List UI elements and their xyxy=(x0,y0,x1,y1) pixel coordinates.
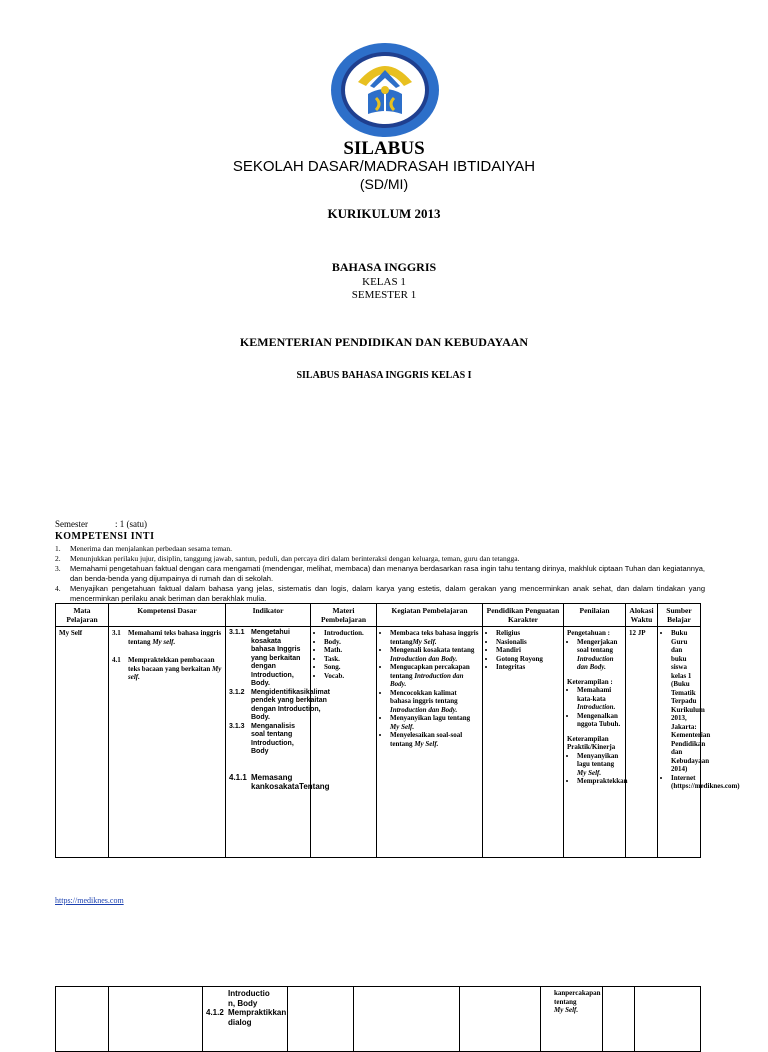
penilaian-item xyxy=(577,638,622,672)
kd-italic: My self. xyxy=(128,664,222,681)
ki-heading: KOMPETENSI INTI xyxy=(55,531,155,542)
materi-item: • Math. xyxy=(324,646,373,655)
header-indikator: Indikator xyxy=(226,604,311,627)
ki-num: 4. xyxy=(55,584,61,593)
cell-kd xyxy=(109,627,226,858)
semester-line-label: Semester xyxy=(55,519,88,529)
cell-empty xyxy=(56,987,109,1052)
karakter-item: • Religius xyxy=(496,629,560,638)
penilaian-text: Memahami kata-kata xyxy=(577,686,612,703)
ind-num: 3.1.2 xyxy=(229,688,245,696)
penilaian-text: Mengerjakan soal tentang xyxy=(577,637,618,654)
kd-text: Mempraktekkan pembacaan teks bacaan yang berkaitan xyxy=(128,656,215,673)
header-karakter: Pendidikan Penguatan Karakter xyxy=(483,604,564,627)
indikator-item xyxy=(229,772,330,792)
kegiatan-item xyxy=(390,731,479,748)
ki-list xyxy=(55,544,705,604)
indikator-item xyxy=(229,723,307,757)
kegiatan-text: Membaca teks bahasa inggris tentang xyxy=(390,629,479,646)
ki-num: 1. xyxy=(55,544,61,553)
subject-label: BAHASA INGGRIS xyxy=(331,260,437,274)
kegiatan-text: Mencocokkan kalimat bahasa inggris tentang xyxy=(390,688,458,705)
penilaian-line: My Self. xyxy=(554,1006,579,1014)
header-sumber: Sumber Belajar xyxy=(658,604,701,627)
penilaian-label: Keterampilan : xyxy=(567,677,613,686)
ki-text: Menunjukkan perilaku jujur, disiplin, tanggung jawab, santun, peduli, dan percaya diri dalam berinteraksi dengan keluarga, teman, guru dan tetangga. xyxy=(70,554,520,563)
kegiatan-item xyxy=(390,629,479,646)
indikator-item xyxy=(229,688,330,723)
tut-wuri-handayani-logo xyxy=(330,42,440,138)
cell-penilaian xyxy=(564,627,626,858)
penilaian-line: kanpercakapan tentang xyxy=(554,989,601,1006)
continuation-table xyxy=(55,986,701,1052)
cell-empty xyxy=(603,987,635,1052)
header-kegiatan: Kegiatan Pembelajaran xyxy=(377,604,483,627)
kegiatan-text: Menyelesaikan soal-soal tentang xyxy=(390,731,463,748)
kegiatan-italic: My Self. xyxy=(390,722,415,731)
school-level-abbr: (SD/MI) xyxy=(359,176,409,192)
sumber-item: • Buku Guru dan buku siswa kelas 1 (Buku Tematik Terpadu Kurikulum 2013, Jakarta: Kementerian Pendidikan dan Kebudayaan 2014) xyxy=(671,629,697,774)
penilaian-label: Keterampilan Praktik/Kinerja xyxy=(567,734,616,751)
penilaian-italic: Introduction. xyxy=(577,703,616,711)
ki-num: 2. xyxy=(55,554,61,563)
cell-alokasi: 12 JP xyxy=(626,627,658,858)
header-penilaian: Penilaian xyxy=(564,604,626,627)
cell-penilaian xyxy=(541,987,603,1052)
ind-line: n, Body xyxy=(228,998,258,1008)
syllabus-title: SILABUS BAHASA INGGRIS KELAS I xyxy=(296,370,472,381)
penilaian-item xyxy=(577,686,622,712)
penilaian-text: Menyanyikan lagu tentang xyxy=(577,751,619,768)
cell-karakter xyxy=(483,627,564,858)
kegiatan-italic: Introduction dan Body. xyxy=(390,705,458,714)
ki-num: 3. xyxy=(55,564,61,573)
cell-sumber xyxy=(658,627,740,858)
kegiatan-item xyxy=(390,663,479,689)
ind-num: 4.1.2 xyxy=(206,1008,224,1017)
kd-item xyxy=(112,629,222,646)
ki-text: Menyajikan pengetahuan faktual dalam bahasa yang jelas, sistematis dan logis, dalam karya yang estetis, dalam gerakan yang mencerminkan anak sehat, dan dalam tindakan yang mencerminkan perilaku anak beriman dan berakhlak mulia. xyxy=(70,584,705,603)
ind-num: 3.1.3 xyxy=(229,722,245,730)
cell-indikator xyxy=(226,627,330,858)
materi-item: • Body. xyxy=(324,638,373,647)
cell-indikator xyxy=(203,987,288,1052)
kegiatan-text: Menyanyikan lagu tentang xyxy=(390,714,471,722)
ki-text: Memahami pengetahuan faktual dengan cara mengamati (mendengar, melihat, membaca) dan menanya berdasarkan rasa ingin tahu tentang dirinya, makhluk ciptaan Tuhan dan kegiatannya, dan benda-benda yang dijumpainya di rumah dan di sekolah. xyxy=(70,564,705,583)
karakter-item: • Integritas xyxy=(496,663,560,672)
ind-num: 4.1.1 xyxy=(229,772,247,782)
footer-link[interactable]: https://mediknes.com xyxy=(55,896,124,905)
kegiatan-italic: My Self. xyxy=(414,739,439,748)
grade-label: KELAS 1 xyxy=(362,276,406,288)
ind-num: 3.1.1 xyxy=(229,629,245,636)
penilaian-italic: Introduction dan Body. xyxy=(577,654,614,671)
cell-empty xyxy=(354,987,460,1052)
penilaian-item xyxy=(577,752,622,778)
header-materi: Materi Pembelajaran xyxy=(311,604,377,627)
penilaian-label: Pengetahuan : xyxy=(567,629,610,637)
table-header-row xyxy=(56,604,701,627)
ind-text: Menganalisis soal tentang Introduction, Body xyxy=(251,722,295,755)
indikator-item xyxy=(206,1008,287,1027)
kd-item xyxy=(112,656,222,682)
kegiatan-text: Mengucapkan percakapan tentang xyxy=(390,663,470,680)
cell-materi xyxy=(311,627,377,858)
kegiatan-item xyxy=(390,646,479,663)
ki-item xyxy=(55,564,705,584)
ki-item xyxy=(55,584,705,604)
semester-line-value: : 1 (satu) xyxy=(115,519,147,529)
karakter-item: • Nasionalis xyxy=(496,638,560,647)
kd-italic: My self. xyxy=(152,637,176,646)
header-alokasi: Alokasi Waktu xyxy=(626,604,658,627)
cell-empty xyxy=(635,987,701,1052)
table-row xyxy=(56,987,701,1052)
indikator-item xyxy=(229,629,307,689)
materi-item: • Vocab. xyxy=(324,672,373,681)
penilaian-italic: My Self. xyxy=(577,768,602,777)
materi-item: • Song. xyxy=(324,663,373,672)
cell-empty xyxy=(109,987,203,1052)
kegiatan-italic: Introduction dan Body. xyxy=(390,654,458,663)
kegiatan-italic: My Self. xyxy=(412,637,437,646)
materi-item: • Task. xyxy=(324,655,373,664)
cell-mapel: My Self xyxy=(56,627,109,858)
ind-text: Mengidentifikasikalimat pendek yang berkaitan dengan Introduction, Body. xyxy=(251,688,330,721)
semester-line xyxy=(55,519,147,529)
document-title: SILABUS xyxy=(343,138,425,159)
kd-num: 3.1 xyxy=(112,629,121,637)
ki-item xyxy=(55,554,705,564)
kegiatan-text: Mengenali kosakata tentang xyxy=(390,646,475,654)
curriculum-label: KURIKULUM 2013 xyxy=(327,206,441,221)
semester-label: SEMESTER 1 xyxy=(351,289,417,301)
ind-line: Introductio xyxy=(228,989,270,998)
kd-num: 4.1 xyxy=(112,656,121,664)
kd-text: Memahami teks bahasa inggris tentang xyxy=(128,629,222,646)
cell-empty xyxy=(460,987,541,1052)
karakter-item: • Mandiri xyxy=(496,646,560,655)
header-kd: Kompetensi Dasar xyxy=(109,604,226,627)
syllabus-table xyxy=(55,603,740,858)
penilaian-item: • Mempraktekkan xyxy=(577,777,622,786)
sumber-item: • Internet (https://mediknes.com) xyxy=(671,774,697,791)
ind-text: Mengetahui kosakata bahasa Inggris yang berkaitan dengan Introduction, Body. xyxy=(251,629,301,687)
cell-kegiatan xyxy=(377,627,483,858)
table-row xyxy=(56,627,701,858)
karakter-item: • Gotong Royong xyxy=(496,655,560,664)
ind-text: Memasang kankosakataTentang xyxy=(251,772,330,791)
kegiatan-item xyxy=(390,714,479,731)
ind-text: Mempraktikkan dialog xyxy=(228,1008,287,1027)
materi-item: • Introduction. xyxy=(324,629,373,638)
kegiatan-item xyxy=(390,689,479,715)
ki-item xyxy=(55,544,705,554)
ki-text: Menerima dan menjalankan perbedaan sesama teman. xyxy=(70,544,233,553)
kegiatan-italic: Introduction dan Body. xyxy=(390,671,464,688)
cell-empty xyxy=(288,987,354,1052)
ministry-label: KEMENTERIAN PENDIDIKAN DAN KEBUDAYAAN xyxy=(239,335,529,349)
school-level: SEKOLAH DASAR/MADRASAH IBTIDAIYAH xyxy=(232,158,536,175)
penilaian-item: • Mengenalkan nggota Tubuh. xyxy=(577,712,622,729)
header-mapel: Mata Pelajaran xyxy=(56,604,109,627)
